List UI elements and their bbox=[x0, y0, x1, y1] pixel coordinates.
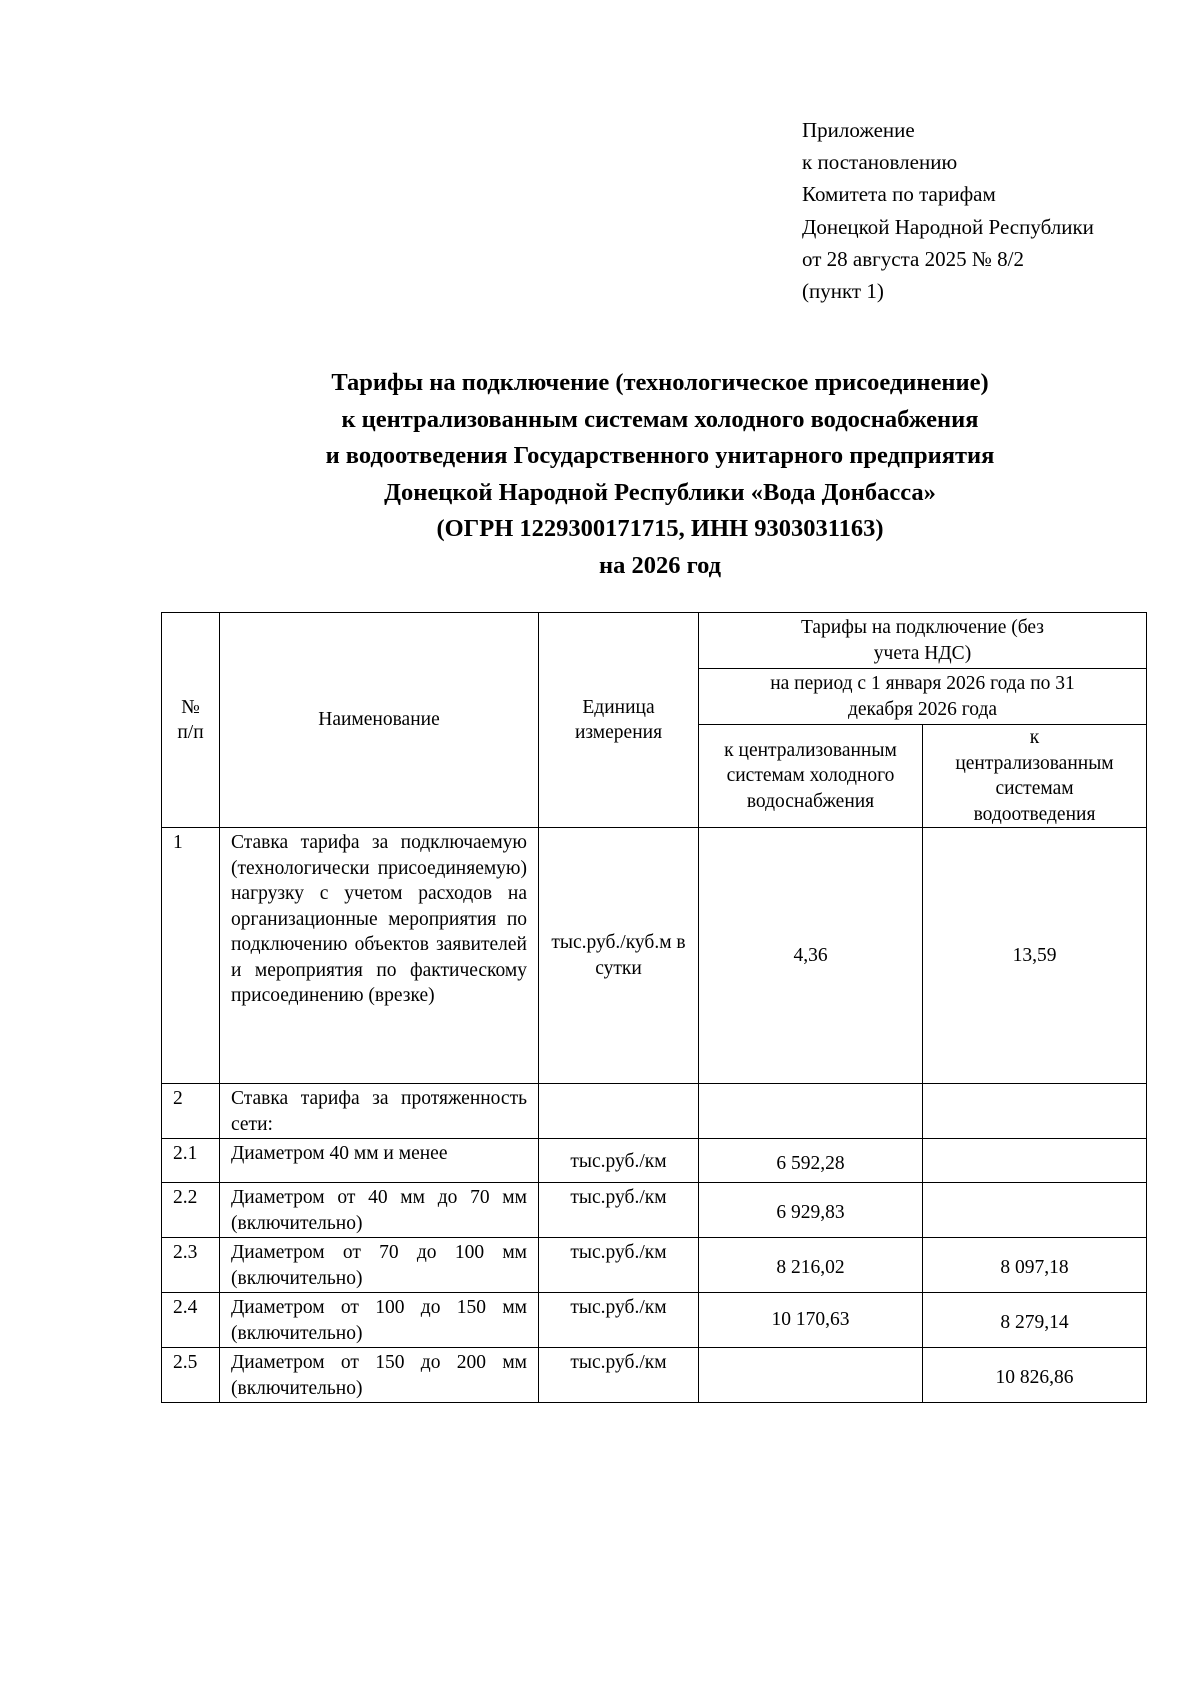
header-num: № п/п bbox=[162, 613, 220, 828]
row-unit bbox=[539, 1084, 699, 1139]
row-unit: тыс.руб./км bbox=[539, 1238, 699, 1293]
row-water-value: 4,36 bbox=[699, 828, 923, 1084]
table-row bbox=[162, 1139, 1147, 1183]
appendix-line: Приложение bbox=[802, 118, 915, 142]
title-line: (ОГРН 1229300171715, ИНН 9303031163) bbox=[436, 515, 884, 543]
row-unit: тыс.руб./куб.м в сутки bbox=[539, 828, 699, 1084]
row-water-value: 6 929,83 bbox=[699, 1183, 923, 1238]
header-name: Наименование bbox=[220, 613, 539, 828]
title-line: Тарифы на подключение (технологическое присоединение) bbox=[331, 369, 989, 396]
row-sewer-value bbox=[923, 1183, 1147, 1238]
row-sewer-value bbox=[923, 1139, 1147, 1183]
row-water-value: 6 592,28 bbox=[699, 1139, 923, 1183]
row-name: Ставка тарифа за протяженность сети: bbox=[220, 1084, 539, 1139]
row-name: Диаметром от 40 мм до 70 мм (включительно) bbox=[220, 1183, 539, 1238]
row-name: Диаметром от 100 до 150 мм (включительно) bbox=[220, 1293, 539, 1348]
appendix-line: к постановлению bbox=[802, 150, 958, 175]
row-num: 1 bbox=[162, 828, 220, 1084]
table-row bbox=[162, 1084, 1147, 1139]
appendix-line: Донецкой Народной Республики bbox=[802, 214, 1094, 239]
appendix-line: Комитета по тарифам bbox=[802, 182, 996, 207]
row-water-value bbox=[699, 1348, 923, 1403]
row-name: Диаметром от 150 до 200 мм (включительно) bbox=[220, 1348, 539, 1403]
row-sewer-value: 8 279,14 bbox=[923, 1293, 1147, 1348]
tariff-table bbox=[161, 612, 1147, 1403]
row-name: Ставка тарифа за подключаемую (технологически присоединяемую) нагрузку с учетом расходов на организационные мероприятия по подключению объектов заявителей и мероприятия по фактическому присоединению (врезке) bbox=[220, 828, 539, 1084]
row-num: 2.4 bbox=[162, 1293, 220, 1348]
row-water-value: 10 170,63 bbox=[699, 1293, 923, 1348]
table-row bbox=[162, 1183, 1147, 1238]
table-row bbox=[162, 1293, 1147, 1348]
row-sewer-value: 13,59 bbox=[923, 828, 1147, 1084]
row-unit: тыс.руб./км bbox=[539, 1348, 699, 1403]
table-row bbox=[162, 1238, 1147, 1293]
appendix-block bbox=[802, 114, 1094, 307]
appendix-line: от 28 августа 2025 № 8/2 bbox=[802, 246, 1024, 271]
row-num: 2.2 bbox=[162, 1183, 220, 1238]
row-sewer-value bbox=[923, 1084, 1147, 1139]
row-sewer-value: 8 097,18 bbox=[923, 1238, 1147, 1293]
table-row bbox=[162, 828, 1147, 1084]
header-tariffs: Тарифы на подключение (без учета НДС) bbox=[699, 613, 1147, 669]
row-unit: тыс.руб./км bbox=[539, 1183, 699, 1238]
row-num: 2 bbox=[162, 1084, 220, 1139]
document-title bbox=[160, 365, 1160, 585]
row-num: 2.1 bbox=[162, 1139, 220, 1183]
row-name: Диаметром 40 мм и менее bbox=[220, 1139, 539, 1183]
header-unit: Единица измерения bbox=[539, 613, 699, 828]
title-line: Донецкой Народной Республики «Вода Донбасса» bbox=[384, 478, 936, 506]
title-line: и водоотведения Государственного унитарного предприятия bbox=[325, 442, 995, 470]
header-sewer: к централизованным системам водоотведения bbox=[923, 725, 1147, 828]
row-water-value bbox=[699, 1084, 923, 1139]
header-water: к централизованным системам холодного водоснабжения bbox=[699, 725, 923, 828]
row-num: 2.3 bbox=[162, 1238, 220, 1293]
row-num: 2.5 bbox=[162, 1348, 220, 1403]
appendix-line: (пункт 1) bbox=[802, 279, 884, 304]
row-name: Диаметром от 70 до 100 мм (включительно) bbox=[220, 1238, 539, 1293]
title-line: на 2026 год bbox=[598, 551, 722, 579]
table-row bbox=[162, 1348, 1147, 1403]
header-period: на период с 1 января 2026 года по 31 декабря 2026 года bbox=[699, 669, 1147, 725]
row-unit: тыс.руб./км bbox=[539, 1293, 699, 1348]
title-line: к централизованным системам холодного водоснабжения bbox=[341, 405, 979, 433]
row-water-value: 8 216,02 bbox=[699, 1238, 923, 1293]
row-unit: тыс.руб./км bbox=[539, 1139, 699, 1183]
row-sewer-value: 10 826,86 bbox=[923, 1348, 1147, 1403]
